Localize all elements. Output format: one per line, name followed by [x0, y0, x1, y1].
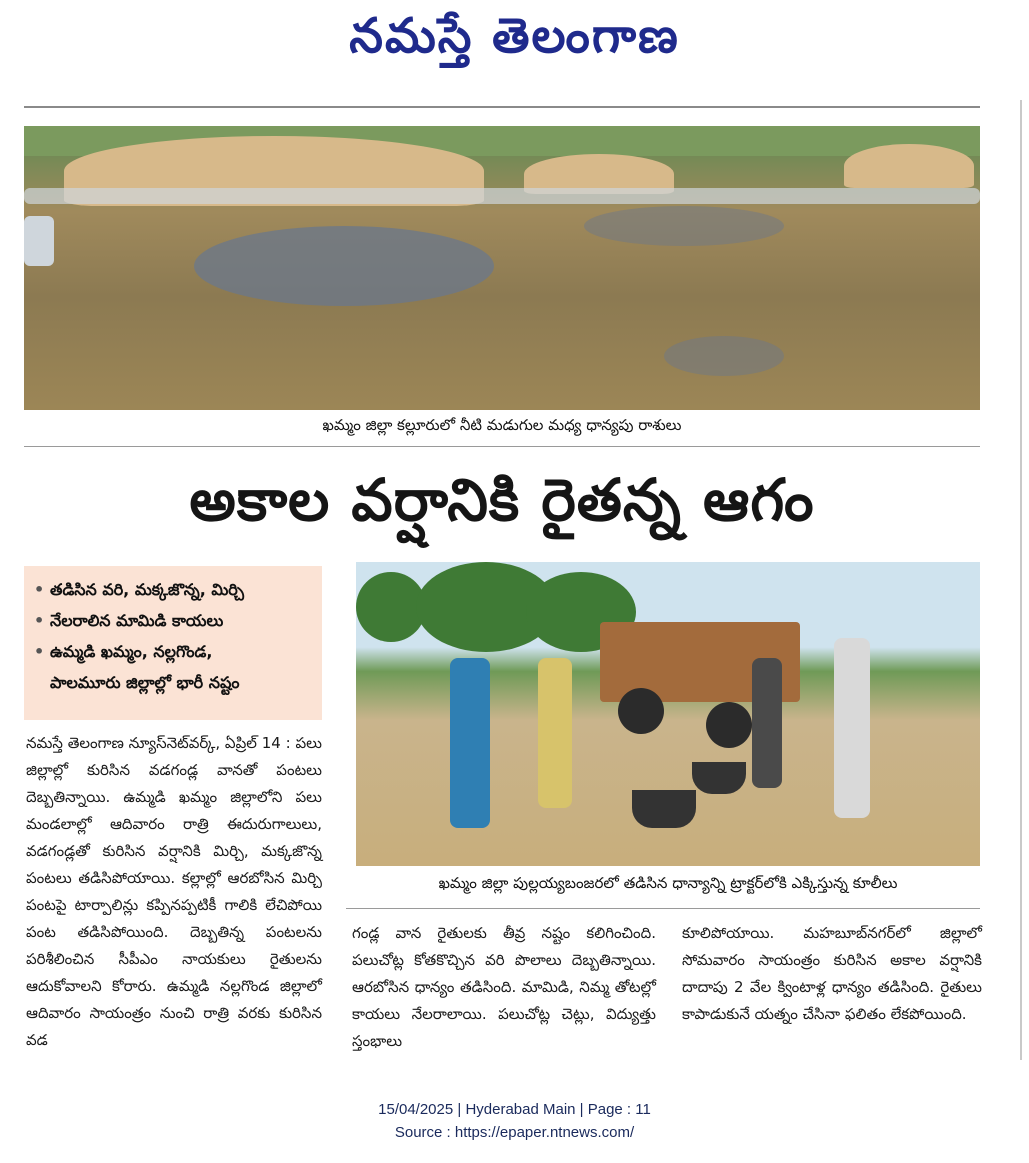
newspaper-masthead: నమస్తే తెలంగాణ	[349, 8, 680, 64]
column-divider	[1020, 100, 1022, 1060]
caption-rule	[346, 908, 980, 909]
article-column-1: నమస్తే తెలంగాణ న్యూస్‌నెట్‌వర్క్‌, ఏప్రిల్‌ 14 : పలు జిల్లాల్లో కురిసిన వడగండ్ల వానతో పంటలు దెబ్బతిన్నాయి. ఉమ్మడి ఖమ్మం జిల్లాలోని పలు మండలాల్లో ఆదివారం రాత్రి ఈదురుగాలులు, వడగండ్లతో కురిసిన వర్షానికి మిర్చి, మక్కజొన్న పంటలు తడిసిపోయాయి. కల్లాల్లో ఆరబోసిన మిర్చి పంటపై టార్పాలిన్లు కప్పినప్పటికీ గాలికి లేచిపోయి పంట తడిసిపోయింది. దెబ్బతిన్న పంటలను పరిశీలించిన సీపీఎం నాయకులు రైతులను ఆదుకోవాలని కోరారు. ఉమ్మడి నల్లగొండ జిల్లాలో ఆదివారం సాయంత్రం నుంచి రాత్రి వరకు కురిసిన వడ	[26, 734, 322, 1049]
article-column-2: గండ్ల వాన రైతులకు తీవ్ర నష్టం కలిగించింది. పలుచోట్ల కోతకొచ్చిన వరి పొలాలు దెబ్బతిన్నాయి. ఆరబోసిన ధాన్యం తడిసింది. మామిడి, నిమ్మ తోటల్లో కాయలు నేలరాలాయి. పలుచోట్ల చెట్లు, విద్యుత్తు స్తంభాలు	[352, 924, 656, 1050]
photo-labourers-loading-tractor	[356, 562, 980, 866]
photo-caption-mid: ఖమ్మం జిల్లా పుల్లయ్యబంజరలో తడిసిన ధాన్యాన్ని ట్రాక్టర్‌లోకి ఎక్కిస్తున్న కూలీలు	[438, 874, 898, 892]
photo-caption-top: ఖమ్మం జిల్లా కల్లూరులో నీటి మడుగుల మధ్య ధాన్యపు రాశులు	[322, 416, 682, 434]
article-column-3: కూలిపోయాయి. మహబూబ్‌నగర్‌లో జిల్లాలో సోమవారం సాయంత్రం కురిసిన అకాల వర్షానికి దాదాపు 2 వేల క్వింటాళ్ల ధాన్యం తడిసింది. రైతులు కాపాడుకునే యత్నం చేసినా ఫలితం లేకపోయింది.	[682, 924, 982, 1023]
highlight-item: • తడిసిన వరి, మక్కజొన్న, మిర్చి	[34, 580, 244, 599]
highlight-item-continued: పాలమూరు జిల్లాల్లో భారీ నష్టం	[50, 673, 240, 692]
caption-rule	[24, 446, 980, 447]
masthead-rule	[24, 106, 980, 108]
footer-edition-info: 15/04/2025 | Hyderabad Main | Page : 11	[378, 1101, 651, 1118]
photo-grain-heaps-puddles	[24, 126, 980, 410]
footer-source-link[interactable]: Source : https://epaper.ntnews.com/	[394, 1124, 635, 1141]
article-headline: అకాల వర్షానికి రైతన్న ఆగం	[189, 466, 815, 534]
highlight-item: • ఉమ్మడి ఖమ్మం, నల్లగొండ,	[34, 642, 213, 661]
highlight-item: • నేలరాలిన మామిడి కాయలు	[34, 611, 224, 630]
highlights-box	[24, 566, 322, 720]
